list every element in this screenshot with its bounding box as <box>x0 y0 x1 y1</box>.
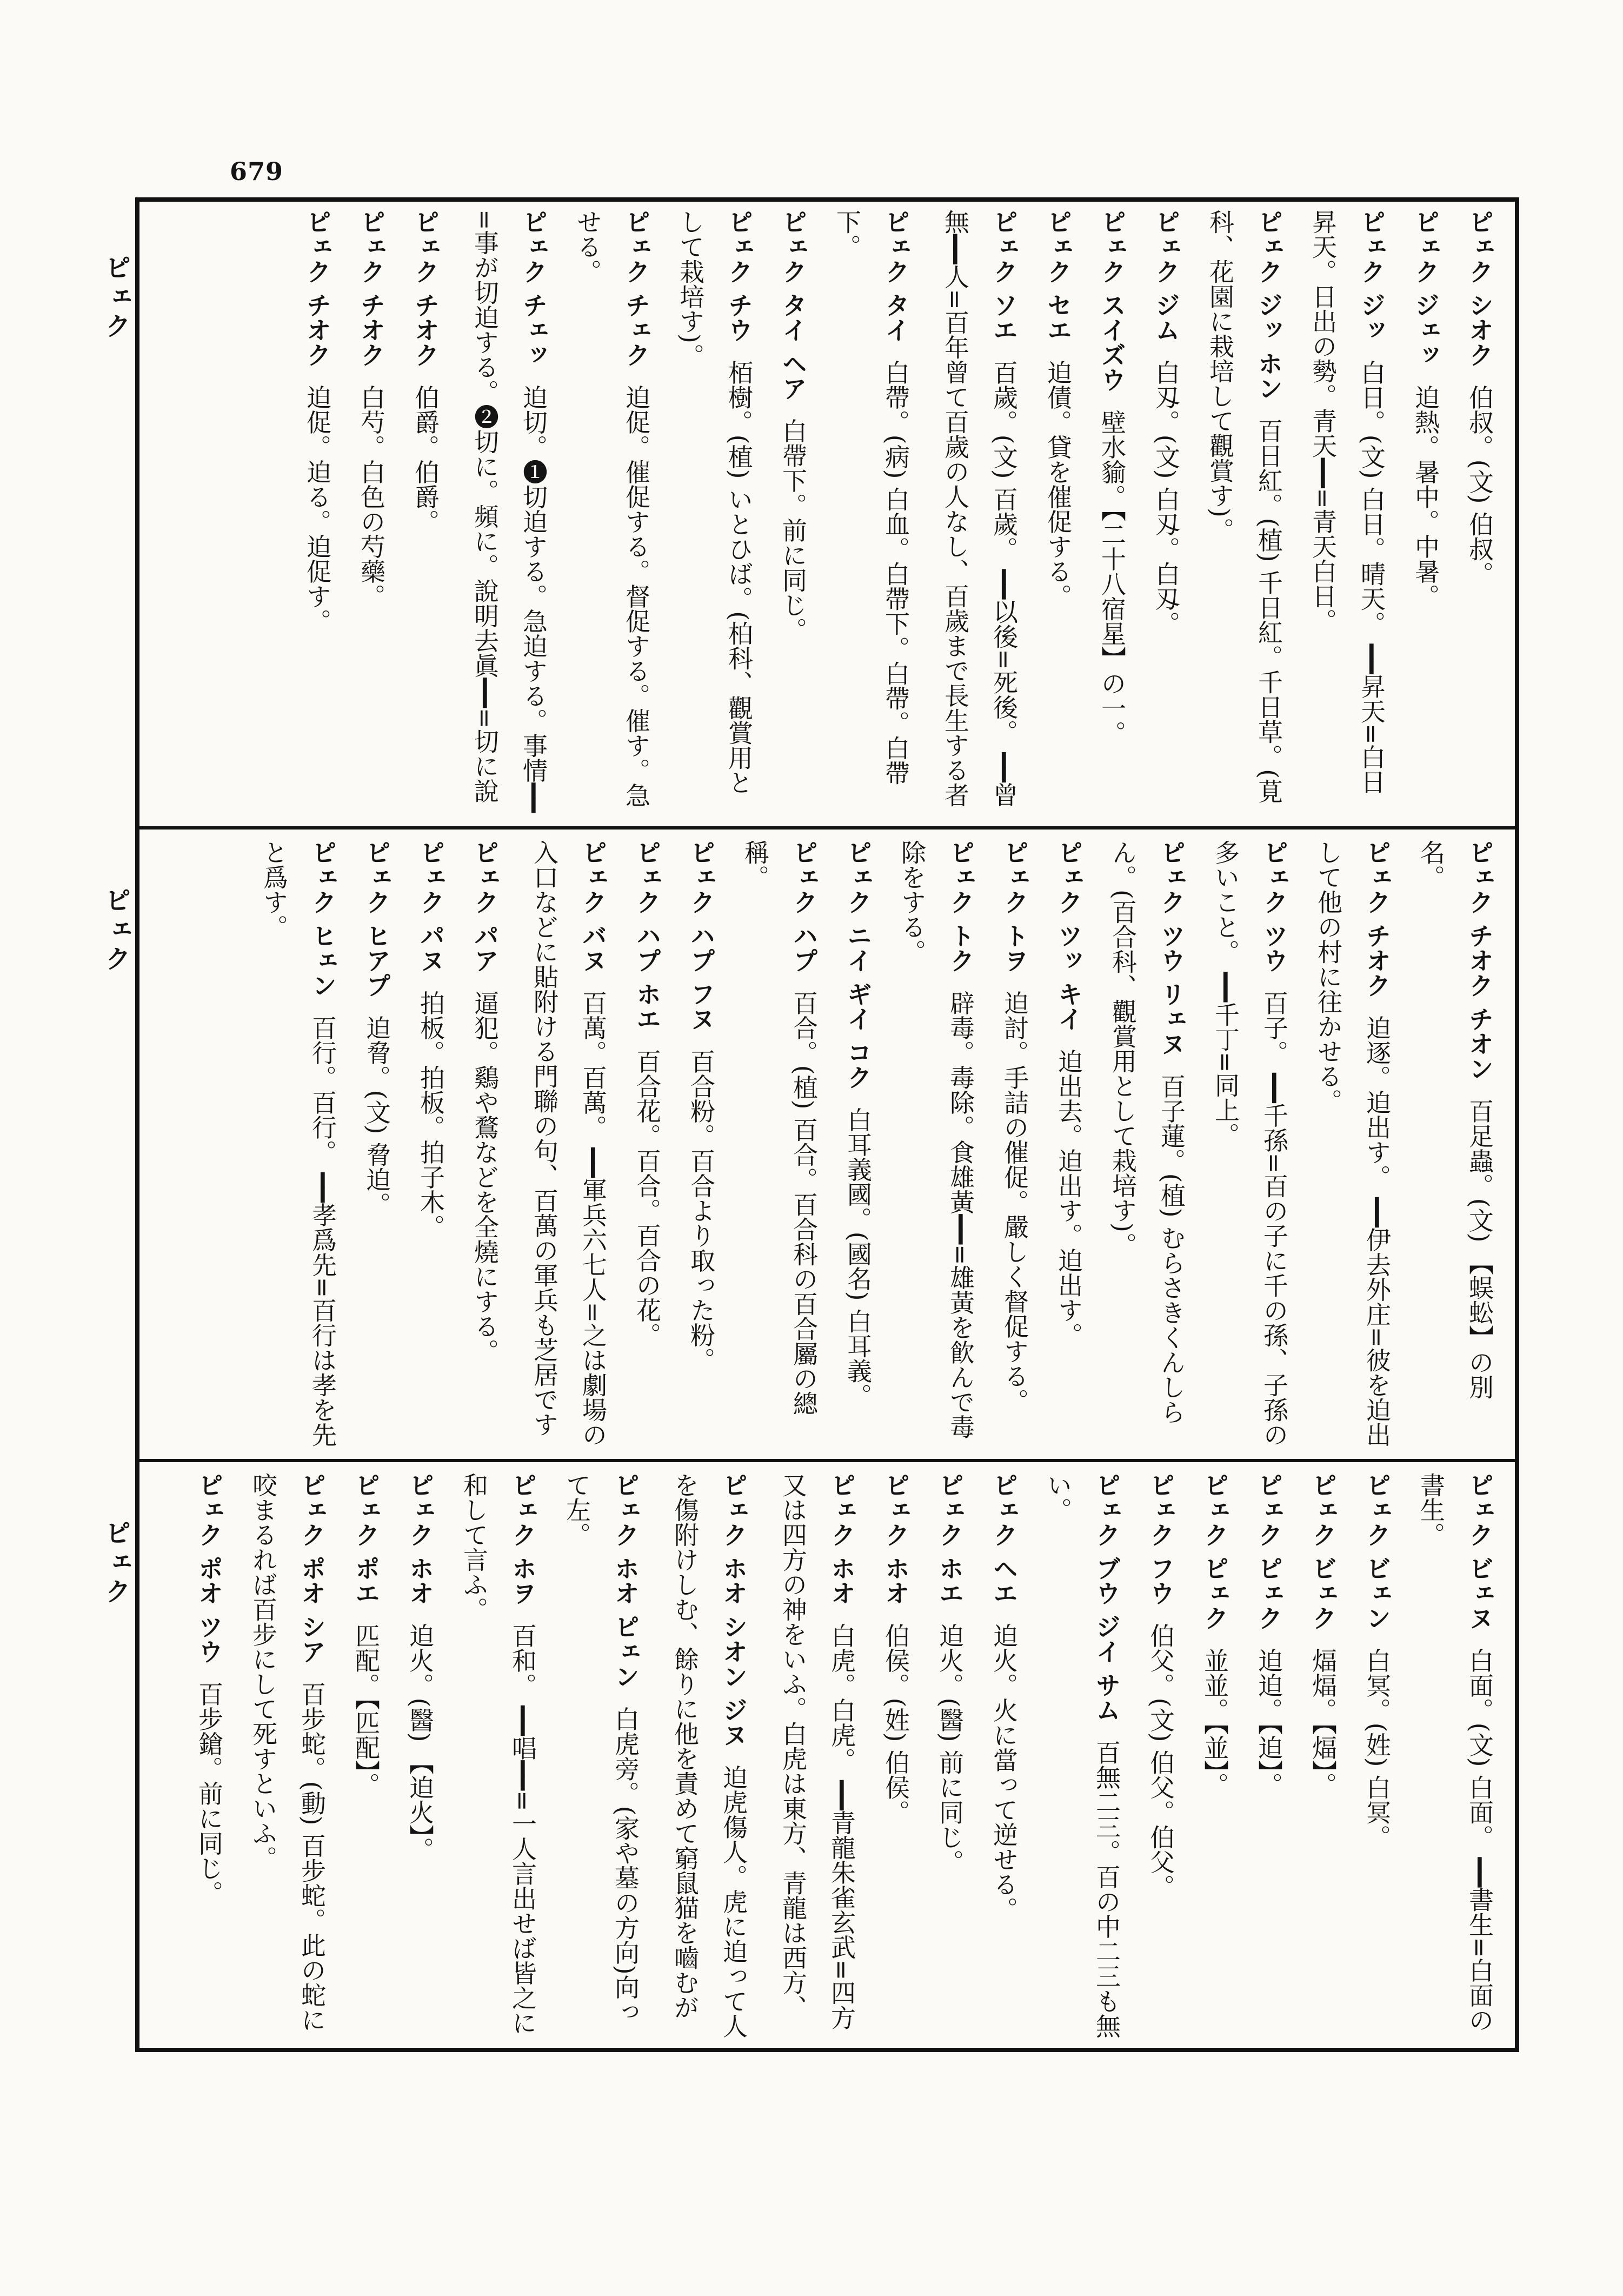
definition: 百足蟲。(文) 【蜈蚣】の別名。 <box>1416 840 1494 1400</box>
definition: 白耳義國。(國名) 白耳義。 <box>843 1107 873 1409</box>
dictionary-entry <box>1245 1472 1293 2043</box>
definition: 白日。(文) 白日。晴天。 ━━昇天=白日昇天。日出の勢。青天━━=青天白日。 <box>1308 209 1386 794</box>
side-label-middle: ピェク <box>101 887 131 974</box>
definition: 伯叔。(文) 伯叔。 <box>1465 384 1494 587</box>
headword: ピェク ソエ <box>989 209 1019 343</box>
headword: ピェク タイ ヘア <box>779 209 808 401</box>
definition: 伯父。(文) 伯父。伯父。 <box>1146 1623 1175 1900</box>
dictionary-entry <box>1142 209 1190 818</box>
dictionary-entry <box>553 1472 650 2043</box>
dictionary-entry <box>396 1472 444 2043</box>
definition: 拍板。拍板。拍子木。 <box>416 990 445 1239</box>
headword: ピェク チウ <box>724 209 754 343</box>
headword: ピェク ハプ フヌ <box>687 840 716 1032</box>
headword: ピェク チオク <box>303 209 332 368</box>
headword: ピェク ジェッ <box>1411 209 1440 368</box>
headword: ピェク チェク <box>622 209 651 368</box>
dictionary-entry <box>293 209 342 818</box>
dictionary-entry <box>1190 1472 1239 2043</box>
headword: ピェク ポオ ツウ <box>195 1472 224 1664</box>
headword: ピェク ジッ ホン <box>1254 209 1283 401</box>
dictionary-entry <box>1196 209 1293 818</box>
page-number: 679 <box>230 157 284 186</box>
headword: ピェク ポオ シア <box>297 1472 327 1664</box>
headword: ピェク ホオ <box>827 1472 856 1606</box>
definition: 逼犯。鷄や鶩などを全燒にする。 <box>470 990 500 1364</box>
dictionary-entry <box>623 840 671 1448</box>
definition: 迫火。火に當って逆せる。 <box>989 1623 1019 1922</box>
definition: 白帶下。前に同じ。 <box>779 418 808 642</box>
dictionary-entry <box>401 209 450 818</box>
definition: 迫虎傷人。虎に迫って人を傷附けしむ、餘りに他を責めて窮鼠猫を嚙むが <box>670 1472 748 2039</box>
definition: 伯侯。(姓) 伯侯。 <box>881 1623 910 1825</box>
headword: ピェク ホオ <box>881 1472 910 1606</box>
dictionary-entry <box>731 840 828 1448</box>
headword: ピェク ハプ <box>789 840 819 973</box>
dictionary-entry <box>1088 209 1136 818</box>
headword: ピェク ホエ <box>935 1472 965 1606</box>
definition: 伯爵。伯爵。 <box>411 384 440 534</box>
dictionary-entry <box>239 1472 336 2043</box>
headword: ピェク ハプ ホエ <box>633 840 662 1032</box>
definition: 匹配。【匹配】。 <box>351 1623 381 1797</box>
definition: 並並。【並】。 <box>1200 1648 1229 1797</box>
definition: 迫促。迫る。迫促す。 <box>303 384 332 634</box>
headword: ピェク シオク <box>1465 209 1494 368</box>
side-label-bottom: ピェク <box>101 1519 131 1607</box>
definition: 百和。 ━━唱━━=一人言出せば皆之に和して言ふ。 <box>460 1472 537 2035</box>
dictionary-entry <box>763 1472 866 2043</box>
definition: 壁水貐。【二十八宿星】の一。 <box>1097 409 1127 746</box>
dictionary-entry <box>655 1472 758 2043</box>
dictionary-entry <box>834 840 882 1448</box>
dictionary-entry <box>515 840 617 1448</box>
headword: ピェク トヲ <box>1000 840 1029 973</box>
headword: ピェク チェッ <box>519 209 548 368</box>
definition: 迫火。(醫) 前に同じ。 <box>935 1623 965 1875</box>
dictionary-entry <box>1034 1472 1131 2043</box>
dictionary-entry <box>347 209 396 818</box>
dictionary-entry <box>926 1472 974 2043</box>
dictionary-entry <box>563 209 661 818</box>
headword: ピェク パヌ <box>416 840 445 973</box>
dictionary-entry <box>823 209 920 818</box>
dictionary-entry <box>1304 840 1401 1448</box>
dictionary-entry <box>1099 840 1196 1448</box>
definition: 辟毒。毒除。食雄黃━━=雄黃を飮んで毒除をする。 <box>897 840 975 1439</box>
headword: ピェク ヒアプ <box>362 840 391 998</box>
headword: ピェク ブウ ジイ サム <box>1092 1472 1121 1723</box>
headword: ピェク チオク <box>411 209 440 368</box>
headword: ピェク ホオ シオン ジヌ <box>719 1472 748 1748</box>
definition: 百合粉。百合より取った粉。 <box>687 1049 716 1372</box>
dictionary-frame <box>135 197 1519 2052</box>
section-bottom <box>150 1472 1504 2043</box>
headword: ピェク ツッ キイ <box>1054 840 1083 1032</box>
dictionary-entry <box>185 1472 234 2043</box>
definition: 白芍。白色の芍藥。 <box>357 384 386 609</box>
headword: ピェク バヌ <box>578 840 608 973</box>
dictionary-entry <box>872 1472 920 2043</box>
definition: 白面。(文) 白面。 ━━書生=白面の書生。 <box>1416 1472 1494 2033</box>
headword: ピェク ジッ <box>1357 209 1386 343</box>
section-top <box>150 209 1504 818</box>
dictionary-entry <box>1045 840 1093 1448</box>
headword: ピェク スイズウ <box>1097 209 1127 393</box>
dictionary-entry <box>1455 209 1504 818</box>
headword: ピェク パア <box>470 840 500 973</box>
dictionary-entry <box>450 1472 547 2043</box>
headword: ピェク トク <box>946 840 975 973</box>
definition: 迫逐。迫出す。 ━━伊去外庄=彼を迫出して他の村に往かせる。 <box>1314 840 1392 1448</box>
definition: 百合花。百合。百合の花。 <box>633 1049 662 1348</box>
dictionary-entry <box>407 840 455 1448</box>
section-divider <box>139 1459 1515 1462</box>
headword: ピェク ツウ リェヌ <box>1157 840 1186 1057</box>
definition: 迫債。貸を催促する。 <box>1043 360 1073 609</box>
dictionary-entry <box>461 840 509 1448</box>
definition: 百行。百行。 ━━孝爲先=百行は孝を先と爲す。 <box>260 840 337 1448</box>
definition: 百步鎗。前に同じ。 <box>195 1681 224 1906</box>
headword: ピェク ジム <box>1152 209 1181 343</box>
headword: ピェク チオク <box>1362 840 1392 998</box>
definition: 百子蓮。(植) むらさきくんしらん。(百合科、觀賞用として栽培す)。 <box>1108 840 1186 1425</box>
definition: 白虎。白虎。 ━━青龍朱雀玄武=四方又は四方の神をいふ。白虎は東方、青龍は西方、 <box>779 1472 856 2030</box>
definition: 煏煏。【煏】。 <box>1308 1648 1338 1797</box>
dictionary-entry <box>1201 840 1299 1448</box>
definition: 迫脅。(文) 脅迫。 <box>362 1015 391 1217</box>
side-label-top: ピェク <box>101 254 131 342</box>
definition: 迫熱。暑中。中暑。 <box>1411 384 1440 609</box>
dictionary-entry <box>1401 209 1450 818</box>
section-middle <box>150 840 1504 1448</box>
headword: ピェク ホヲ <box>508 1472 537 1606</box>
headword: ピェク ニイ ギイ コク <box>843 840 873 1090</box>
headword: ピェク タイ <box>881 209 910 343</box>
definition: 白冥。(姓) 白冥。 <box>1362 1648 1392 1850</box>
definition: 迫促。催促する。督促する。催す。急せる。 <box>573 209 651 808</box>
definition: 百萬。百萬。 ━━軍兵六七人=之は劇場の入口などに貼附ける門聯の句、百萬の軍兵も芝居です <box>530 840 608 1448</box>
section-divider <box>139 826 1515 830</box>
dictionary-entry <box>666 209 763 818</box>
dictionary-entry <box>342 1472 390 2043</box>
dictionary-entry <box>926 209 1028 818</box>
definition: 白虎旁。(家や墓の方向)向って左。 <box>562 1472 640 2025</box>
dictionary-entry <box>352 840 401 1448</box>
dictionary-entry <box>1353 1472 1401 2043</box>
headword: ピェク チオク <box>357 209 386 368</box>
headword: ピェク ヘエ <box>989 1472 1019 1606</box>
dictionary-entry <box>990 840 1039 1448</box>
definition: 迫火。(醫) 【迫火】。 <box>405 1623 435 1862</box>
dictionary-entry <box>455 209 558 818</box>
dictionary-entry <box>250 840 347 1448</box>
headword: ピェク ピェク <box>1200 1472 1229 1631</box>
headword: ピェク ツウ <box>1260 840 1289 973</box>
headword: ピェク ホオ <box>405 1472 435 1606</box>
headword: ピェク ビェン <box>1362 1472 1392 1631</box>
definition: 白帶。(病) 白血。白帶下。白帶。白帶下。 <box>833 209 910 786</box>
headword: ピェク チオク チオン <box>1465 840 1494 1081</box>
dictionary-entry <box>1136 1472 1185 2043</box>
definition: 白刄。(文) 白刄。白刄。 <box>1152 360 1181 636</box>
definition: 迫切。❶切迫する。急迫する。事情━━=事が切迫する。❷切に。頻に。說明去眞━━=切に說 <box>470 209 548 813</box>
dictionary-entry <box>1299 1472 1347 2043</box>
definition: 百合。(植) 百合。百合科の百合屬の總稱。 <box>741 840 819 1416</box>
headword: ピェク ビェヌ <box>1465 1472 1494 1631</box>
dictionary-entry <box>1034 209 1082 818</box>
dictionary-entry <box>980 1472 1028 2043</box>
dictionary-entry <box>1407 1472 1504 2043</box>
definition: 百歲。(文) 百歲。 ━━以後=死後。 ━━曾無━━人=百年曾て百歲の人なし、百歲まで長生する者 <box>941 209 1019 807</box>
definition: 迫出去。迫出す。迫出す。 <box>1054 1049 1083 1348</box>
headword: ピェク ポエ <box>351 1472 381 1606</box>
dictionary-entry <box>769 209 817 818</box>
headword: ピェク ビェク <box>1308 1472 1338 1631</box>
definition: 百步蛇。(動) 百步蛇。此の蛇に咬まるれば百步にして死すといふ。 <box>249 1472 327 2033</box>
definition: 百子。 ━━千孫=百の子に千の孫、子孫の多いこと。 ━━千丁=同上。 <box>1211 840 1289 1448</box>
definition: 百日紅。(植) 千日紅。千日草。(莧科、花園に栽培して觀賞す)。 <box>1206 209 1283 804</box>
headword: ピェク セエ <box>1043 209 1073 343</box>
headword: ピェク ピェク <box>1254 1472 1283 1631</box>
definition: 百無二三。百の中二三も無い。 <box>1043 1472 1121 2039</box>
dictionary-entry <box>677 840 726 1448</box>
dictionary-entry <box>888 840 985 1448</box>
headword: ピェク フウ <box>1146 1472 1175 1606</box>
headword: ピェク ホオ ピェン <box>611 1472 640 1689</box>
definition: 迫討。手詰の催促。嚴しく督促する。 <box>1000 990 1029 1414</box>
definition: 栢樹。(植) いとひば。(柏科、觀賞用として栽培す)。 <box>676 209 754 795</box>
dictionary-entry <box>1299 209 1396 818</box>
definition: 迫迫。【迫】。 <box>1254 1648 1283 1797</box>
headword: ピェク ヒェン <box>308 840 337 998</box>
dictionary-entry <box>1407 840 1504 1448</box>
